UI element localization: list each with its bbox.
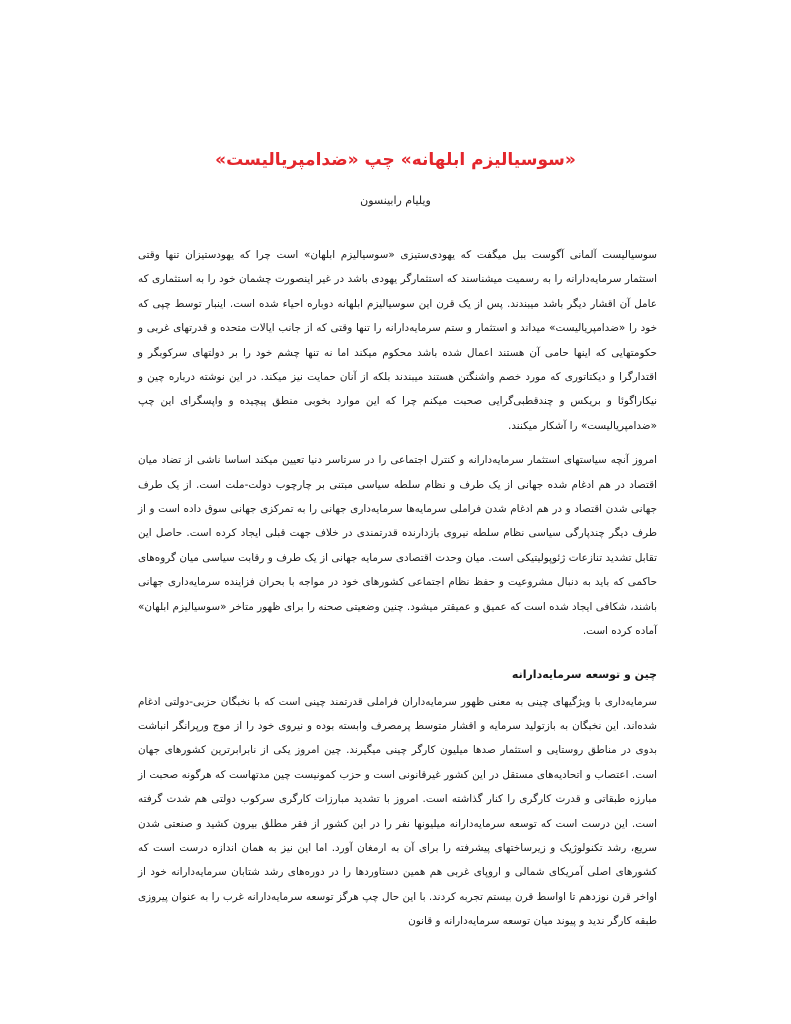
section-heading: چین و توسعه سرمایه‌دارانه <box>511 667 657 681</box>
paragraph-1: سوسیالیست آلمانی آگوست ببل میگفت که یهودی‌ستیزی «سوسیالیزم ابلهان» است چرا که یهودستیزان تنها وقتی استثمار سرمایه‌دارانه را به رسمیت میشناسند که استثمارگر یهودی باشد در غیر اینصورت چشمان خود را به استثماری که عامل آن اقشار دیگر باشد میبندند. پس از یک قرن این سوسیالیزم ابلهانه دوباره احیاء شده است. اینبار توسط چپی که خود را «ضدامپریالیست» میداند و استثمار و ستم سرمایه‌دارانه را تنها وقتی که از جانب ایالات متحده و قدرتهای غربی و حکومتهایی که اینها حامی آن هستند اعمال شده باشد محکوم میکند اما نه تنها چشم خود را بر دولتهای سرکوبگر و اقتدارگرا و دیکتاتوری که مورد خصم واشنگتن هستند میبندند بلکه از آنان حمایت نیز میکند. در این نوشته درباره چین و نیکاراگوئا و بریکس و چندقطبی‌گرایی صحبت میکنم چرا که این موارد بخوبی منطق پیچیده و واپسگرای این چپ «ضدامپریالیست» را آشکار میکنند. <box>138 249 657 432</box>
article-body <box>138 243 657 934</box>
section-paragraph: سرمایه‌داری با ویژگیهای چینی به معنی ظهور سرمایه‌داران فراملی قدرتمند چینی است که با نخبگان حزبی-دولتی ادغام شده‌اند. این نخبگان به بازتولید سرمایه و اقشار متوسط پرمصرف وابسته بوده و نیروی خود را از موج ورپرانگر انباشت بدوی در مناطق روستایی و استثمار صدها میلیون کارگر چینی میگیرند. چین امروز یکی از نابرابرترین کشورهای جهان است. اعتصاب و اتحادیه‌های مستقل در این کشور غیرقانونی است و حزب کمونیست چین مدتهاست که هرگونه صحبت از مبارزه طبقاتی و قدرت کارگری را کنار گذاشته است. امروز با تشدید مبارزات کارگری سرکوب دولتی هم شدت گرفته است. این درست است که توسعه سرمایه‌دارانه میلیونها نفر را در این کشور از فقر مطلق بیرون کشید و صنعتی شدن سریع، رشد تکنولوژیک و زیرساختهای پیشرفته را برای آن به ارمغان آورد. اما این نیز به همان اندازه درست است که کشورهای اصلی آمریکای شمالی و اروپای غربی هم همین دستاوردها را در دوره‌های رشد شتابان سرمایه‌دارانه خود از اواخر قرن نوزدهم تا اواسط قرن بیستم تجربه کردند. با این حال چپ هرگز توسعه سرمایه‌دارانه غرب را به عنوان پیروزی طبقه کارگر ندید و پیوند میان توسعه سرمایه‌دارانه و قانون <box>138 695 657 928</box>
paragraph-2: امروز آنچه سیاستهای استثمار سرمایه‌دارانه و کنترل اجتماعی را در سرتاسر دنیا تعیین میکند اساسا ناشی از تضاد میان اقتصاد در هم ادغام شده جهانی از یک طرف و نظام سلطه سیاسی مبتنی بر چارچوب دولت-ملت است. از یک طرف جهانی شدن اقتصاد و در هم ادغام شدن فراملی سرمایه‌ها سرمایه‌داری جهانی را به تمرکزی جهانی سوق داده است و از طرف دیگر چندپارگی سیاسی نظام سلطه نیروی بازدارنده قدرتمندی در خلاف جهت قبلی ایجاد کرده است. حاصل این تقابل تشدید تنازعات ژئوپولیتیکی است. میان وحدت اقتصادی سرمایه جهانی از یک طرف و رقابت سیاسی میان گروه‌های حاکمی که باید به دنبال مشروعیت و حفظ نظام اجتماعی کشورهای خود در مواجه با بحران فزاینده سرمایه‌داری جهانی باشند، شکافی ایجاد شده است که عمیق و عمیقتر میشود. چنین وضعیتی صحنه را برای ظهور متاخر «سوسیالیزم ابلهان» آماده کرده است. <box>138 454 657 638</box>
page-title: «سوسیالیزم ابلهانه» چپ «ضدامپریالیست» <box>215 150 576 170</box>
author-name: ویلیام رابینسون <box>360 194 431 207</box>
